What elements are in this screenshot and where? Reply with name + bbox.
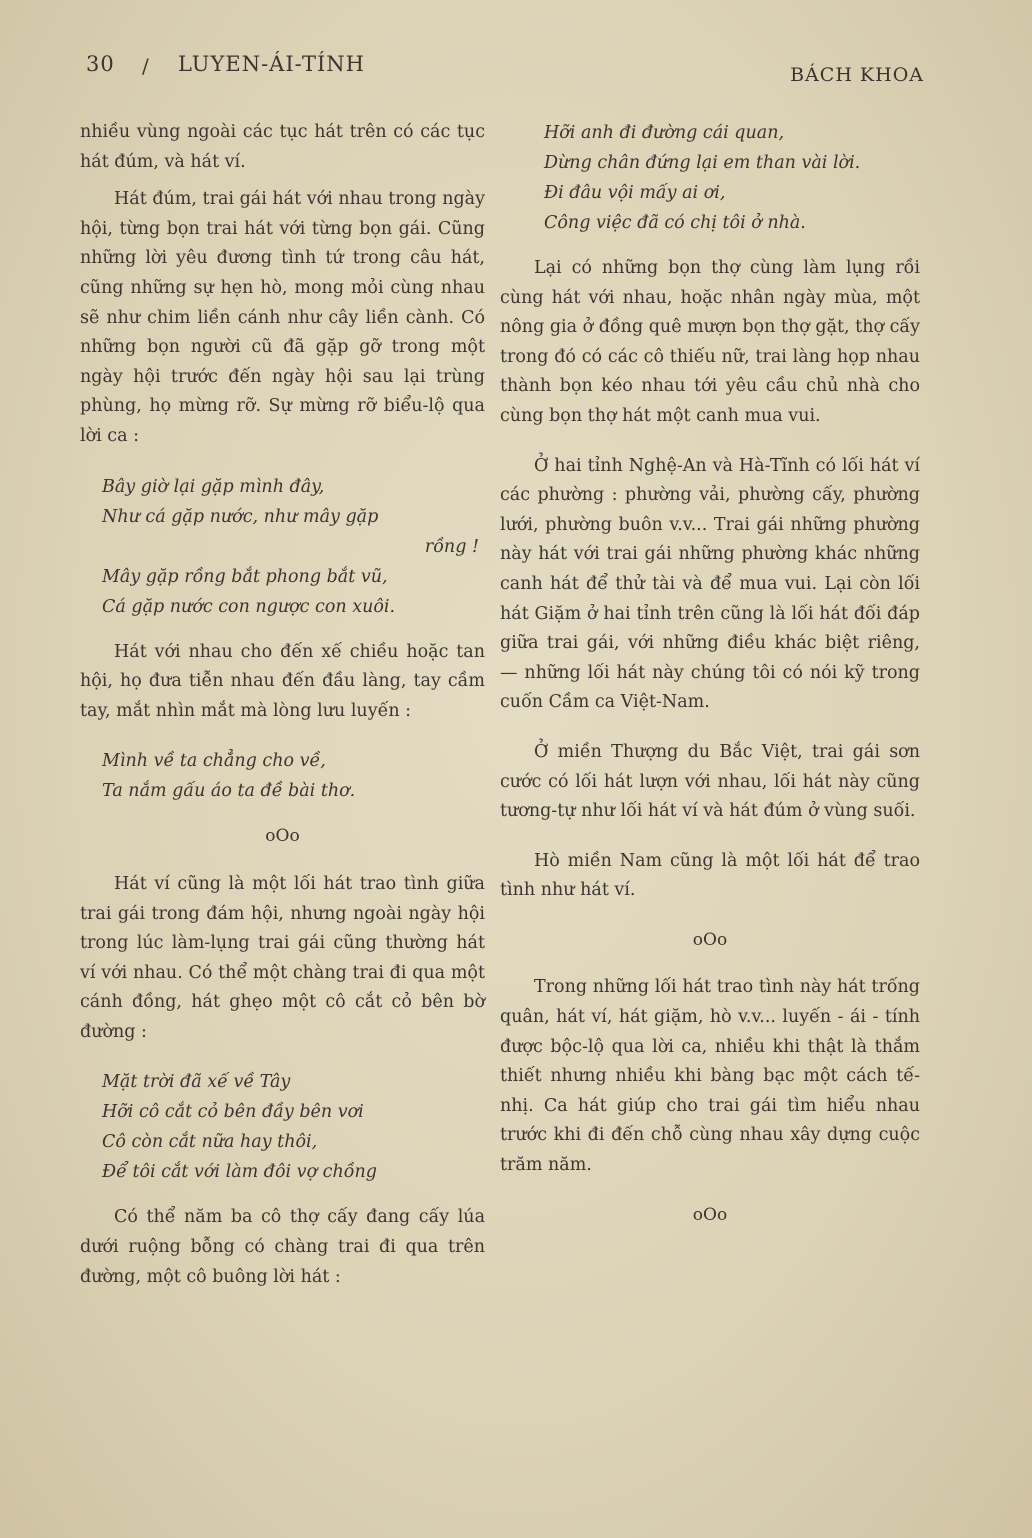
verse-line: Để tôi cắt với làm đôi vợ chồng: [102, 1162, 377, 1183]
verse-line: Công việc đã có chị tôi ở nhà.: [544, 213, 806, 233]
right-column: [500, 118, 920, 1248]
paragraph: Ở hai tỉnh Nghệ-An và Hà-Tĩnh có lối hát ví các phường : phường vải, phường cấy, phường lưới, phường buôn v.v... Trai gái những phường này hát với trai gái những phường khác những canh hát để thử tài và để mua vui. Lại còn lối hát Giặm ở hai tỉnh trên cũng là lối hát đối đáp giữa trai gái, với những điều khác biệt riêng, — những lối hát này chúng tôi có nói kỹ trong cuốn Cầm ca Việt-Nam.: [500, 455, 920, 713]
paragraph: Hát ví cũng là một lối hát trao tình giữa trai gái trong đám hội, nhưng ngoài ngày hội trong lúc làm-lụng trai gái cũng thường hát ví với nhau. Có thể một chàng trai đi qua một cánh đồng, hát ghẹo một cô cắt cỏ bên bờ đường :: [80, 873, 485, 1042]
verse-line: Như cá gặp nước, như mây gặp: [102, 506, 379, 527]
verse-line: rồng !: [424, 536, 479, 557]
verse: [102, 472, 485, 622]
section-separator: oOo: [692, 929, 728, 950]
paragraph: Hò miền Nam cũng là một lối hát để trao tình như hát ví.: [500, 850, 920, 901]
left-column: [80, 118, 485, 1312]
section-separator: oOo: [265, 826, 300, 847]
magazine-name: BÁCH KHOA: [790, 64, 924, 86]
paragraph: nhiều vùng ngoài các tục hát trên có các tục hát đúm, và hát ví.: [80, 122, 485, 172]
verse-line: Bây giờ lại gặp mình đây,: [102, 476, 325, 497]
verse-line: Hỡi anh đi đường cái quan,: [544, 123, 785, 143]
verse-line: Mặt trời đã xế về Tây: [102, 1072, 291, 1093]
paragraph: Hát với nhau cho đến xế chiều hoặc tan hội, họ đưa tiễn nhau đến đầu làng, tay cầm tay, mắt nhìn mắt mà lòng lưu luyến :: [80, 641, 485, 721]
verse-line: Hỡi cô cắt cỏ bên đầy bên vơi: [102, 1102, 364, 1123]
verse: [102, 746, 485, 806]
paragraph: Có thể năm ba cô thợ cấy đang cấy lúa dưới ruộng bỗng có chàng trai đi qua trên đường, một cô buông lời hát :: [80, 1207, 485, 1287]
verse-line: Cô còn cắt nữa hay thôi,: [102, 1132, 318, 1153]
verse-line: Đi đâu vội mấy ai ơi,: [544, 183, 726, 203]
section-separator: oOo: [692, 1204, 728, 1225]
page-number: 30: [86, 52, 115, 76]
paragraph: Ở miền Thượng du Bắc Việt, trai gái sơn cước có lối hát lượn với nhau, lối hát này cũng tương-tự như lối hát ví và hát đúm ở vùng suối.: [500, 741, 920, 822]
verse: [544, 118, 920, 238]
verse: [102, 1067, 485, 1187]
verse-line: Cá gặp nước con ngược con xuôi.: [102, 596, 396, 617]
page-header: [86, 52, 924, 92]
paragraph: Lại có những bọn thợ cùng làm lụng rồi cùng hát với nhau, hoặc nhân ngày mùa, một nông gia ở đồng quê mượn bọn thợ gặt, thợ cấy trong đó có các cô thiếu nữ, trai làng họp nhau thành bọn kéo nhau tới yêu cầu chủ nhà cho cùng bọn thợ hát một canh mua vui.: [500, 258, 920, 426]
paragraph: Trong những lối hát trao tình này hát trống quân, hát ví, hát giặm, hò v.v... luyến - ái - tính được bộc-lộ qua lời ca, nhiều khi thật là thắm thiết nhưng nhiều khi bàng bạc một cách tế-nhị. Ca hát giúp cho trai gái tìm hiểu nhau trước khi đi đến chỗ cùng nhau xây dựng cuộc trăm năm.: [500, 977, 920, 1176]
verse-line: Mây gặp rồng bắt phong bắt vũ,: [102, 566, 388, 587]
paragraph: Hát đúm, trai gái hát với nhau trong ngày hội, từng bọn trai hát với từng bọn gái. Cũng những lời yêu đương tình tứ trong câu hát, cũng những sự hẹn hò, mong mỏi cùng nhau sẽ như chim liền cánh như cây liền cành. Có những bọn người cũ đã gặp gỡ trong một ngày hội trước đến ngày hội sau lại trùng phùng, họ mừng rỡ. Sự mừng rỡ biểu-lộ qua lời ca :: [80, 189, 485, 446]
verse-line: Dừng chân đứng lại em than vài lời.: [544, 153, 861, 173]
verse-line: Mình về ta chẳng cho về,: [102, 751, 326, 772]
header-slash: /: [142, 54, 149, 78]
verse-line: Ta nắm gấu áo ta đề bài thơ.: [102, 781, 356, 802]
article-title: LUYEN-ÁI-TÍNH: [178, 52, 365, 76]
